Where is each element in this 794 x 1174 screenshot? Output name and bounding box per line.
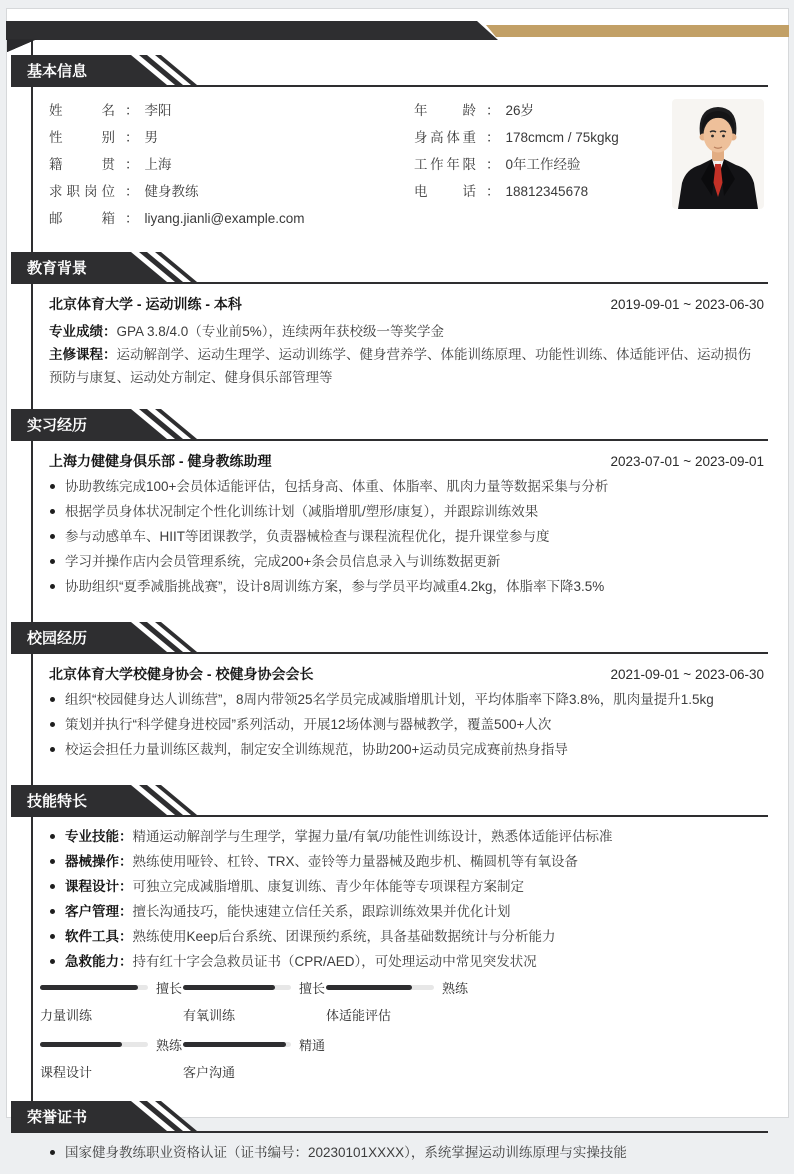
internship-bullet-list (49, 477, 764, 596)
field-label: 籍贯 (49, 157, 115, 172)
field-value: 18812345678 (505, 184, 589, 199)
section-badge (11, 622, 211, 652)
skill-colon: ： (119, 829, 133, 844)
field-row (414, 97, 672, 124)
section-title: 荣誉证书 (27, 1109, 88, 1126)
field-row (49, 205, 414, 232)
bullet-dot-icon (50, 584, 55, 589)
line-text: GPA 3.8/4.0（专业前5%），连续两年获校级一等奖学金 (116, 324, 445, 339)
education-gpa-line (49, 320, 764, 343)
education-entry-header (49, 294, 764, 314)
skill-text: 可独立完成减脂增肌、康复训练、青少年体能等专项课程方案制定 (132, 879, 524, 894)
field-colon: ： (486, 157, 500, 172)
bullet-dot-icon (50, 909, 55, 914)
bullet-dot-icon (50, 509, 55, 514)
skill-name: 体适能评估 (326, 1008, 392, 1023)
line-label: 主修课程 (49, 347, 103, 362)
field-value: 男 (144, 130, 158, 145)
skill-bar-track (183, 985, 291, 990)
line-colon: ： (103, 347, 117, 362)
section-header (11, 409, 768, 441)
list-item (49, 690, 764, 709)
skill-name: 力量训练 (40, 1008, 93, 1023)
field-label: 工作年限 (414, 157, 476, 172)
list-item (49, 740, 764, 759)
campus-bullet-list (49, 690, 764, 759)
skill-bar-track (183, 1042, 291, 1047)
bullet-text: 组织“校园健身达人训练营”，8周内带领25名学员完成减脂增肌计划，平均体脂率下降3.8%，肌肉量提升1.5kg (65, 692, 714, 707)
section-honors (7, 1101, 788, 1174)
skill-bar-track (40, 985, 148, 990)
basic-info-body (7, 87, 788, 238)
skill-bar (183, 979, 326, 1024)
section-header (11, 785, 768, 817)
field-label: 年龄 (414, 103, 476, 118)
education-courses-line (49, 343, 764, 389)
section-badge (11, 55, 211, 85)
campus-entry-header (49, 664, 764, 684)
skill-level: 擅长 (156, 980, 183, 996)
field-value: 26岁 (505, 103, 535, 118)
section-basic-info (7, 55, 788, 238)
field-value: 上海 (144, 157, 172, 172)
list-item (49, 927, 764, 946)
skill-bar-fill (40, 985, 138, 990)
basic-info-left-column (49, 97, 414, 232)
field-row (49, 178, 414, 205)
field-colon: ： (125, 184, 139, 199)
field-row (49, 151, 414, 178)
internship-date-range: 2023-07-01 ~ 2023-09-01 (610, 454, 764, 469)
bullet-dot-icon (50, 559, 55, 564)
bullet-text: 校运会担任力量训练区裁判，制定安全训练规范，协助200+运动员完成赛前热身指导 (65, 742, 568, 757)
field-row (49, 97, 414, 124)
bullet-dot-icon (50, 1150, 55, 1155)
bullet-dot-icon (50, 484, 55, 489)
skill-colon: ： (119, 854, 133, 869)
line-label: 专业成绩 (49, 324, 103, 339)
section-title: 基本信息 (27, 63, 88, 80)
bullet-dot-icon (50, 884, 55, 889)
bullet-dot-icon (50, 722, 55, 727)
skill-text: 熟练使用哑铃、杠铃、TRX、壶铃等力量器械及跑步机、椭圆机等有氧设备 (132, 854, 578, 869)
section-header (11, 1101, 768, 1133)
section-education (7, 252, 788, 395)
field-value: 健身教练 (144, 184, 199, 199)
section-badge (11, 1101, 211, 1131)
skill-name: 课程设计 (40, 1065, 93, 1080)
bullet-dot-icon (50, 834, 55, 839)
internship-body (7, 441, 788, 608)
field-label: 身高体重 (414, 130, 476, 145)
section-title: 技能特长 (27, 793, 88, 810)
skill-name: 有氧训练 (183, 1008, 236, 1023)
bullet-dot-icon (50, 534, 55, 539)
section-internship (7, 409, 788, 608)
bullet-text: 根据学员身体状况制定个性化训练计划（减脂增肌/塑形/康复），并跟踪训练效果 (65, 504, 539, 519)
honors-body (7, 1133, 788, 1174)
campus-body (7, 654, 788, 771)
skills-bullet-list (49, 827, 764, 971)
field-value: 李阳 (144, 103, 172, 118)
bullet-dot-icon (50, 697, 55, 702)
skill-bar-track (326, 985, 434, 990)
line-text: 运动解剖学、运动生理学、运动训练学、健身营养学、体能训练原理、功能性训练、体适能评估、运动损伤预防与康复、运动处方制定、健身俱乐部管理等 (49, 347, 751, 385)
internship-entry-header (49, 451, 764, 471)
list-item (49, 902, 764, 921)
field-row (414, 124, 672, 151)
field-row (414, 178, 672, 205)
skill-label: 器械操作 (65, 854, 119, 869)
section-header (11, 55, 768, 87)
skill-bar-fill (40, 1042, 122, 1047)
bullet-text: 协助教练完成100+会员体适能评估，包括身高、体重、体脂率、肌肉力量等数据采集与分析 (65, 479, 609, 494)
organization-role: 北京体育大学校健身协会 - 校健身协会会长 (49, 666, 314, 682)
field-colon: ： (125, 157, 139, 172)
profile-photo (672, 99, 764, 209)
skills-body (7, 817, 788, 1087)
field-colon: ： (125, 211, 139, 226)
skill-level: 熟练 (442, 980, 469, 996)
list-item (49, 502, 764, 521)
list-item (49, 1143, 764, 1162)
section-header (11, 622, 768, 654)
field-colon: ： (486, 184, 500, 199)
field-label: 邮箱 (49, 211, 115, 226)
list-item (49, 577, 764, 596)
resume-page (6, 8, 789, 1160)
skill-name: 客户沟通 (183, 1065, 236, 1080)
skill-level: 熟练 (156, 1037, 183, 1053)
field-colon: ： (486, 103, 500, 118)
field-row (49, 124, 414, 151)
field-value: liyang.jianli@example.com (144, 211, 305, 226)
education-date-range: 2019-09-01 ~ 2023-06-30 (610, 297, 764, 312)
skill-text: 擅长沟通技巧，能快速建立信任关系，跟踪训练效果并优化计划 (132, 904, 511, 919)
skill-label: 软件工具 (65, 929, 119, 944)
bullet-text: 国家健身教练职业资格认证（证书编号：20230101XXXX），系统掌握运动训练原理与实操技能 (65, 1145, 627, 1160)
skill-bars-grid (40, 979, 764, 1081)
list-item (49, 477, 764, 496)
section-badge (11, 409, 211, 439)
field-label: 电话 (414, 184, 476, 199)
bullet-dot-icon (50, 747, 55, 752)
skill-bar (326, 979, 469, 1024)
bullet-dot-icon (50, 934, 55, 939)
bullet-dot-icon (50, 859, 55, 864)
skill-level: 擅长 (299, 980, 326, 996)
skill-colon: ： (119, 879, 133, 894)
list-item (49, 877, 764, 896)
skill-bar (40, 979, 183, 1024)
skill-bar-track (40, 1042, 148, 1047)
skill-label: 客户管理 (65, 904, 119, 919)
company-position: 上海力健健身俱乐部 - 健身教练助理 (49, 453, 272, 469)
skill-bar (183, 1036, 326, 1081)
bullet-dot-icon (50, 959, 55, 964)
skill-label: 急救能力 (65, 954, 119, 969)
male-avatar-photo (672, 99, 764, 209)
skill-level: 精通 (299, 1037, 326, 1053)
section-skills (7, 785, 788, 1087)
ribbon-fold-icon (7, 39, 37, 52)
field-colon: ： (486, 130, 500, 145)
section-badge (11, 252, 211, 282)
list-item (49, 527, 764, 546)
skill-bar-fill (183, 1042, 286, 1047)
field-label: 求职岗位 (49, 184, 115, 199)
bullet-text: 参与动感单车、HIIT等团课教学，负责器械检查与课程流程优化，提升课堂参与度 (65, 529, 550, 544)
section-campus (7, 622, 788, 771)
list-item (49, 852, 764, 871)
field-colon: ： (125, 103, 139, 118)
field-colon: ： (125, 130, 139, 145)
line-colon: ： (103, 324, 117, 339)
skill-bar-fill (326, 985, 412, 990)
skill-colon: ： (119, 954, 133, 969)
skill-text: 精通运动解剖学与生理学，掌握力量/有氧/功能性训练设计，熟悉体适能评估标准 (132, 829, 613, 844)
bullet-text: 策划并执行“科学健身进校园”系列活动，开展12场体测与器械教学，覆盖500+人次 (65, 717, 552, 732)
section-header (11, 252, 768, 284)
skill-bar-fill (183, 985, 275, 990)
list-item (49, 552, 764, 571)
section-title: 校园经历 (27, 630, 88, 647)
skill-label: 专业技能 (65, 829, 119, 844)
skill-colon: ： (119, 904, 133, 919)
section-badge (11, 785, 211, 815)
bullet-text: 学习并操作店内会员管理系统，完成200+条会员信息录入与训练数据更新 (65, 554, 501, 569)
bullet-text: 协助组织“夏季减脂挑战赛”，设计8周训练方案，参与学员平均减重4.2kg，体脂率下降3.5% (65, 579, 605, 594)
section-title: 教育背景 (27, 260, 88, 277)
skill-colon: ： (119, 929, 133, 944)
education-body (7, 284, 788, 395)
basic-info-right-column (414, 97, 672, 205)
field-label: 性别 (49, 130, 115, 145)
list-item (49, 827, 764, 846)
skill-text: 持有红十字会急救员证书（CPR/AED），可处理运动中常见突发状况 (132, 954, 537, 969)
field-label: 姓名 (49, 103, 115, 118)
section-title: 实习经历 (27, 417, 88, 434)
campus-date-range: 2021-09-01 ~ 2023-06-30 (610, 667, 764, 682)
field-value: 178cmcm / 75kgkg (505, 130, 619, 145)
resume-content (7, 9, 788, 1174)
school-name: 北京体育大学 - 运动训练 - 本科 (49, 296, 242, 312)
skill-text: 熟练使用Keep后台系统、团课预约系统，具备基础数据统计与分析能力 (132, 929, 556, 944)
skill-label: 课程设计 (65, 879, 119, 894)
field-value: 0年工作经验 (505, 157, 581, 172)
list-item (49, 715, 764, 734)
field-row (414, 151, 672, 178)
list-item (49, 952, 764, 971)
skill-bar (40, 1036, 183, 1081)
honors-bullet-list (49, 1143, 764, 1162)
